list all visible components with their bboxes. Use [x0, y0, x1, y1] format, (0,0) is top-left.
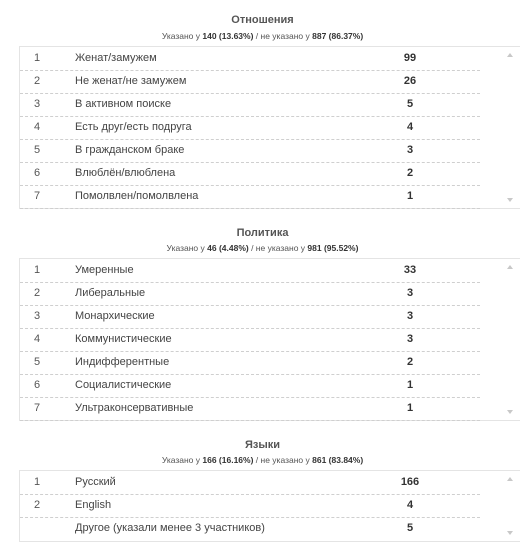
relationships-table[interactable] — [19, 46, 520, 209]
table-row: 3 Монархические 3 — [20, 305, 480, 329]
table-row: Другое (указали менее 3 участников) 5 — [75, 522, 414, 534]
table-row: 2 English 4 — [20, 494, 480, 518]
table-row: 5 Индифферентные 2 — [20, 351, 480, 375]
section-summary: Указано у 166 (16.16%) / не указано у 861 (83.84%) — [161, 455, 364, 465]
table-row: 5 В гражданском браке 3 — [20, 139, 480, 163]
table-row: 6 Социалистические 1 — [20, 374, 480, 398]
politics-table[interactable] — [19, 258, 520, 421]
scroll-down-arrow-icon[interactable] — [507, 531, 513, 535]
scrollbar[interactable] — [502, 47, 520, 208]
section-summary: Указано у 140 (13.63%) / не указано у 887 (86.37%) — [161, 31, 364, 41]
table-row: 7 Ультраконсервативные 1 — [20, 397, 480, 421]
languages-table[interactable] — [19, 470, 520, 542]
scroll-down-arrow-icon[interactable] — [507, 410, 513, 414]
scroll-up-arrow-icon[interactable] — [507, 53, 513, 57]
section-summary: Указано у 46 (4.48%) / не указано у 981 (95.52%) — [166, 243, 359, 253]
section-title: Политика — [236, 227, 289, 239]
specified-count: 140 (13.63%) — [202, 31, 254, 41]
unspecified-count: 861 (83.84%) — [312, 455, 364, 465]
table-row: 4 Коммунистические 3 — [20, 328, 480, 352]
scroll-down-arrow-icon[interactable] — [507, 198, 513, 202]
scrollbar[interactable] — [502, 259, 520, 420]
table-row: 6 Влюблён/влюблена 2 — [20, 162, 480, 186]
table-row: 3 В активном поиске 5 — [20, 93, 480, 117]
table-row: 1 Умеренные 33 — [20, 259, 480, 283]
section-title: Языки — [244, 439, 281, 451]
specified-count: 46 (4.48%) — [207, 243, 249, 253]
specified-count: 166 (16.16%) — [202, 455, 254, 465]
section-title: Отношения — [231, 14, 294, 26]
scroll-up-arrow-icon[interactable] — [507, 477, 513, 481]
table-row: 7 Помолвлен/помолвлена 1 — [20, 185, 480, 209]
table-row: 1 Русский 166 — [20, 471, 480, 495]
unspecified-count: 887 (86.37%) — [312, 31, 364, 41]
table-row: 4 Есть друг/есть подруга 4 — [20, 116, 480, 140]
table-row: 2 Не женат/не замужем 26 — [20, 70, 480, 94]
scroll-up-arrow-icon[interactable] — [507, 265, 513, 269]
table-row: 2 Либеральные 3 — [20, 282, 480, 306]
scrollbar[interactable] — [502, 471, 520, 541]
table-row: 1 Женат/замужем 99 — [20, 47, 480, 71]
unspecified-count: 981 (95.52%) — [307, 243, 359, 253]
